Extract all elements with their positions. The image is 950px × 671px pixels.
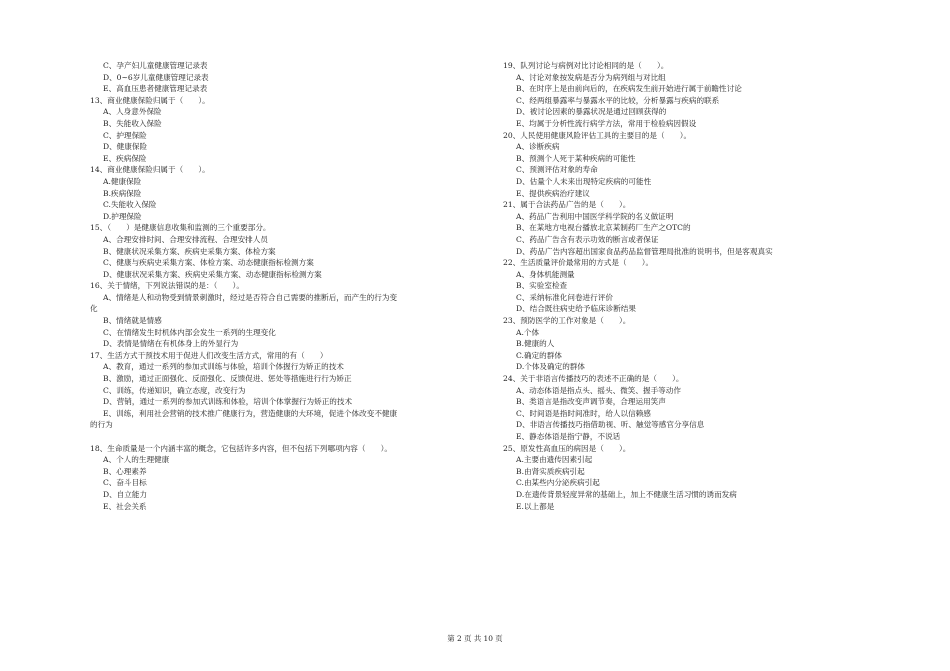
answer-option: D、表情是情绪在有机体身上的外显行为 [103, 339, 239, 349]
answer-option: A、人身意外保险 [103, 107, 162, 117]
answer-option: D、自立能力 [103, 489, 148, 499]
answer-option: D、结合既往病史给予临床诊断结果 [516, 304, 636, 314]
answer-option: C.由某些内分泌疾病引起 [516, 478, 600, 488]
answer-option: A、药品广告利用中国医学科学院的名义做证明 [516, 211, 674, 221]
blank-line [90, 431, 500, 443]
answer-option: D、营销，通过一系列的参加式训练和体验，培训个体掌握行为矫正的技术 [103, 397, 353, 407]
answer-option: E、社会关系 [103, 501, 147, 511]
answer-option: B、类语言是指改变声调节奏，合理运用笑声 [516, 397, 666, 407]
answer-option: D、估量个人未来出现特定疾病的可能性 [516, 176, 652, 186]
answer-option: E、提供疾病治疗建议 [516, 188, 590, 198]
answer-option: B、失能收入保险 [103, 118, 162, 128]
answer-option: D.护理保险 [103, 211, 142, 221]
answer-option: A、教育，通过一系列的参加式训练与体验，培训个体握行为矫正的技术 [103, 362, 344, 372]
answer-option: B、实验室检查 [516, 281, 568, 291]
answer-option: E、静态体语是指宁静，不说话 [516, 432, 621, 441]
answer-option: C、奋斗目标 [103, 478, 147, 488]
answer-option: D、0~6岁儿童健康管理记录表 [103, 72, 209, 82]
question-text: 15、（ ）是健康信息收集和监测的三个重要部分。 [90, 223, 271, 233]
answer-option: C、时间语是指时间准时，给人以信赖感 [516, 408, 651, 418]
wrapped-text: 的行为 [90, 420, 113, 430]
answer-option: B.由肾实质疾病引起 [516, 466, 585, 476]
answer-option: E、训练，利用社会营销的技术推广健康行为，营造健康的大环境，促进个体改变不健康 [103, 408, 398, 418]
question-text: 22、生活质量评价最常用的方式是（ ）。 [503, 258, 654, 268]
right-column [503, 60, 903, 512]
answer-option: A、合理安排时间、合理安排流程、合理安排人员 [103, 234, 268, 244]
answer-option: C、经两组暴露率与暴露水平的比较，分析暴露与疾病的联系 [516, 95, 720, 105]
question-text: 20、人民使用健康风险评估工具的主要目的是（ ）。 [503, 130, 692, 140]
answer-option: A.主要由遗传因素引起 [516, 455, 593, 465]
question-text: 21、属于合法药品广告的是（ ）。 [503, 200, 631, 210]
answer-option: D、药品广告内容超出国家食品药品监督管理局批准的说明书，但是客观真实 [516, 246, 773, 256]
question-text: 25、原发性高血压的病因是（ ）。 [503, 443, 631, 453]
answer-option: D、非语言传播技巧指借助视、听、触觉等感官分享信息 [516, 420, 705, 430]
answer-option: D、健康保险 [103, 142, 148, 152]
answer-option: C、孕产妇儿童健康管理记录表 [103, 61, 208, 70]
answer-option: E、疾病保险 [103, 153, 147, 163]
answer-option: B、情绪就是情感 [103, 316, 162, 326]
answer-option: A.个体 [516, 327, 540, 337]
question-text: 17、生活方式干预技术用于促进人们改变生活方式，常用的有（ ） [90, 350, 328, 360]
answer-option: C、采纳标准化问卷进行评价 [516, 292, 613, 302]
answer-option: A、身体机能测量 [516, 269, 575, 279]
answer-option: A.健康保险 [103, 176, 142, 186]
question-text: 18、生命质量是一个内涵丰富的概念，它包括许多内容，但不包括下列哪项内容（ ）。 [90, 443, 393, 453]
question-text: 24、关于非语言传播技巧的表述不正确的是（ ）。 [503, 374, 684, 384]
answer-option: D.在遗传背景轻度异常的基础上，加上不健康生活习惯的诱而发病 [516, 489, 737, 499]
answer-option: A、个人的生理健康 [103, 455, 170, 465]
left-column [90, 60, 500, 512]
answer-option: B.健康的人 [516, 339, 555, 349]
answer-option: C、预测评估对象的寿命 [516, 165, 598, 175]
answer-option: E、均属于分析性流行病学方法，常用于检验病因假设 [516, 118, 697, 128]
answer-option: D、健康状况采集方案、疾病史采集方案、动态健康指标检测方案 [103, 269, 322, 279]
question-text: 23、预防医学的工作对象是（ ）。 [503, 316, 631, 326]
answer-option: B、在某地方电视台播放北京某制药厂生产之OTC的 [516, 223, 691, 233]
question-text: 19、队列讨论与病例对比讨论相同的是（ ）。 [503, 61, 669, 70]
answer-option: C.确定的群体 [516, 350, 562, 360]
question-text: 16、关于情绪，下列说法错误的是：（ ）。 [90, 281, 244, 291]
answer-option: A、动态体语是指点头、摇头、微笑、握手等动作 [516, 385, 681, 395]
answer-option: B、激励，通过正面强化、反面强化、反馈促进、惩处等措施进行行为矫正 [103, 374, 352, 384]
answer-option: D、被讨论因素的暴露状况是通过回顾获得的 [516, 107, 667, 117]
answer-option: B、在时序上是由前向后的，在疾病发生前开始进行属于前瞻性讨论 [516, 84, 742, 94]
answer-option: C、在情绪发生时机体内部会发生一系列的生理变化 [103, 327, 276, 337]
answer-option: E、高血压患者健康管理记录表 [103, 84, 208, 94]
answer-option: C、药品广告含有表示功效的断言或者保证 [516, 234, 659, 244]
answer-option: A、讨论对象按发病是否分为病列组与对比组 [516, 72, 666, 82]
answer-option: B、预测个人死于某种疾病的可能性 [516, 153, 636, 163]
answer-option: B、健康状况采集方案、疾病史采集方案、体检方案 [103, 246, 276, 256]
wrapped-text: 化 [90, 304, 98, 314]
page-footer: 第 2 页 共 10 页 [447, 634, 503, 643]
question-text: 13、商业健康保险归属于（ ）。 [90, 95, 210, 105]
answer-option: C、训练，传递知识，确立态度，改变行为 [103, 385, 246, 395]
answer-option: E.以上都是 [516, 501, 555, 511]
answer-option: A、情绪是人和动物受到情景刺激时，经过是否符合自己需要的推断后，而产生的行为变 [103, 292, 398, 302]
answer-option: D.个体及确定的群体 [516, 362, 585, 372]
answer-option: C、健康与疾病史采集方案、体检方案、动态健康指标检测方案 [103, 258, 314, 268]
answer-option: B.疾病保险 [103, 188, 142, 198]
question-text: 14、商业健康保险归属于（ ）。 [90, 165, 210, 175]
answer-option: B、心理素养 [103, 466, 147, 476]
answer-option: A、诊断疾病 [516, 142, 560, 152]
answer-option: C.失能收入保险 [103, 200, 157, 210]
answer-option: C、护理保险 [103, 130, 147, 140]
